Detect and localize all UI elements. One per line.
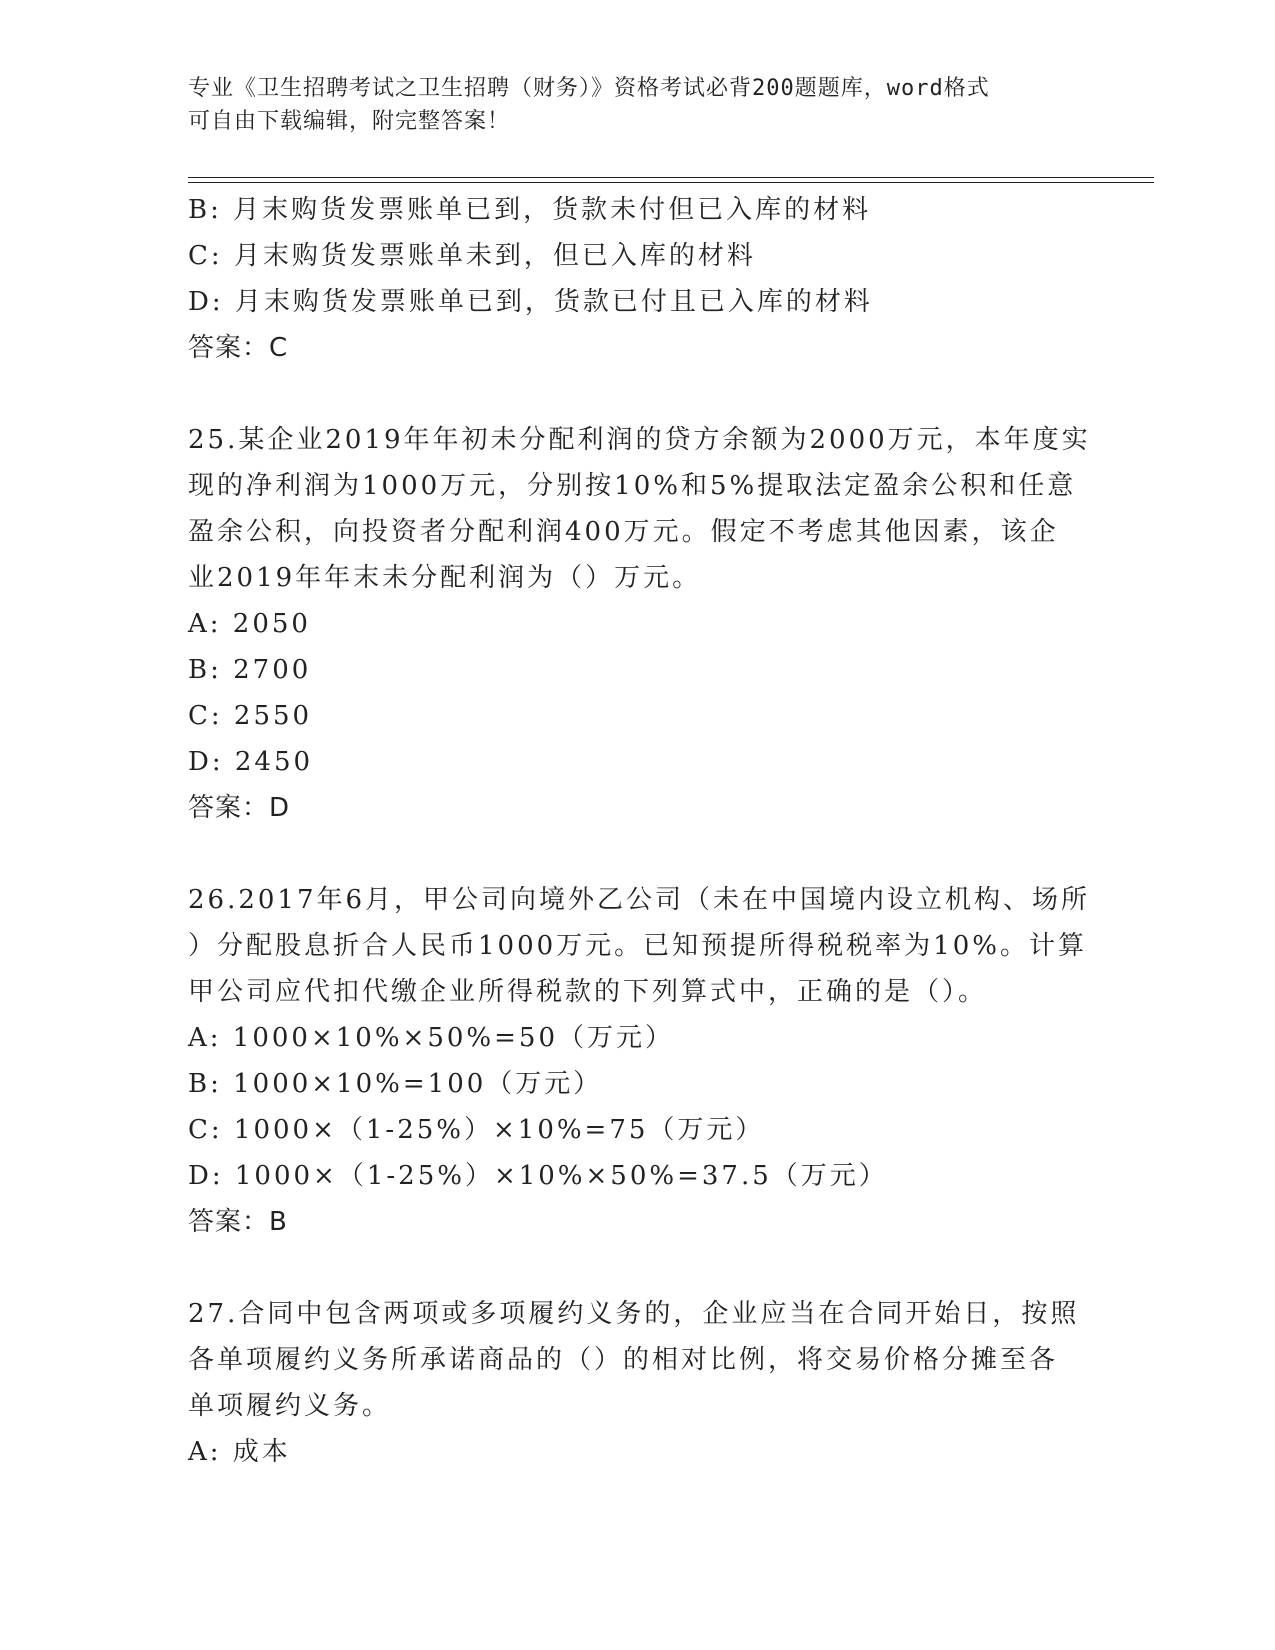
question-stem-line: 27.合同中包含两项或多项履约义务的，企业应当在合同开始日，按照: [188, 1299, 1080, 1329]
question-stem-line: 各单项履约义务所承诺商品的（）的相对比例，将交易价格分摊至各: [188, 1345, 1059, 1375]
option-d: D: 1000×（1-25%）×10%×50%=37.5（万元）: [188, 1161, 888, 1191]
header-divider-bottom: [188, 182, 1154, 183]
page-header: [188, 72, 1068, 138]
option-b: B: 1000×10%=100（万元）: [188, 1069, 603, 1099]
header-title-line-1: 专业《卫生招聘考试之卫生招聘（财务）》资格考试必背200题题库，word格式: [188, 76, 990, 101]
question-stem-line: 业2019年年末未分配利润为（）万元。: [188, 563, 702, 593]
option-d: D: 月末购货发票账单已到，货款已付且已入库的材料: [188, 287, 873, 317]
option-c: C: 月末购货发票账单未到，但已入库的材料: [188, 241, 756, 271]
question-stem-line: 甲公司应代扣代缴企业所得税款的下列算式中，正确的是（）。: [188, 977, 988, 1007]
option-a: A: 2050: [188, 609, 311, 639]
question-stem-line: ）分配股息折合人民币1000万元。已知预提所得税税率为10%。计算: [188, 931, 1087, 961]
question-25: [188, 417, 1091, 831]
question-stem-line: 26.2017年6月，甲公司向境外乙公司（未在中国境内设立机构、场所: [188, 885, 1091, 915]
question-26: [188, 877, 1091, 1245]
option-d: D: 2450: [188, 747, 314, 777]
spacer: [188, 831, 1088, 877]
header-divider-top: [188, 177, 1154, 178]
spacer: [188, 1245, 1088, 1291]
header-title-line-2: 可自由下载编辑，附完整答案！: [188, 109, 511, 134]
question-24: [188, 187, 1088, 371]
answer-line: 答案：D: [188, 793, 291, 823]
question-27: [188, 1291, 1088, 1475]
option-a: A: 成本: [188, 1437, 291, 1467]
answer-line: 答案：C: [188, 333, 289, 363]
option-c: C: 1000×（1-25%）×10%=75（万元）: [188, 1115, 765, 1145]
spacer: [188, 371, 1088, 417]
question-stem-line: 现的净利润为1000万元，分别按10%和5%提取法定盈余公积和任意: [188, 471, 1077, 501]
question-stem-line: 25.某企业2019年年初未分配利润的贷方余额为2000万元，本年度实: [188, 425, 1091, 455]
question-list: [188, 187, 1091, 1475]
answer-line: 答案：B: [188, 1207, 288, 1237]
option-a: A: 1000×10%×50%=50（万元）: [188, 1023, 674, 1053]
question-stem-line: 盈余公积，向投资者分配利润400万元。假定不考虑其他因素，该企: [188, 517, 1059, 547]
option-b: B: 月末购货发票账单已到，货款未付但已入库的材料: [188, 195, 872, 225]
option-b: B: 2700: [188, 655, 312, 685]
question-stem-line: 单项履约义务。: [188, 1391, 392, 1421]
option-c: C: 2550: [188, 701, 313, 731]
